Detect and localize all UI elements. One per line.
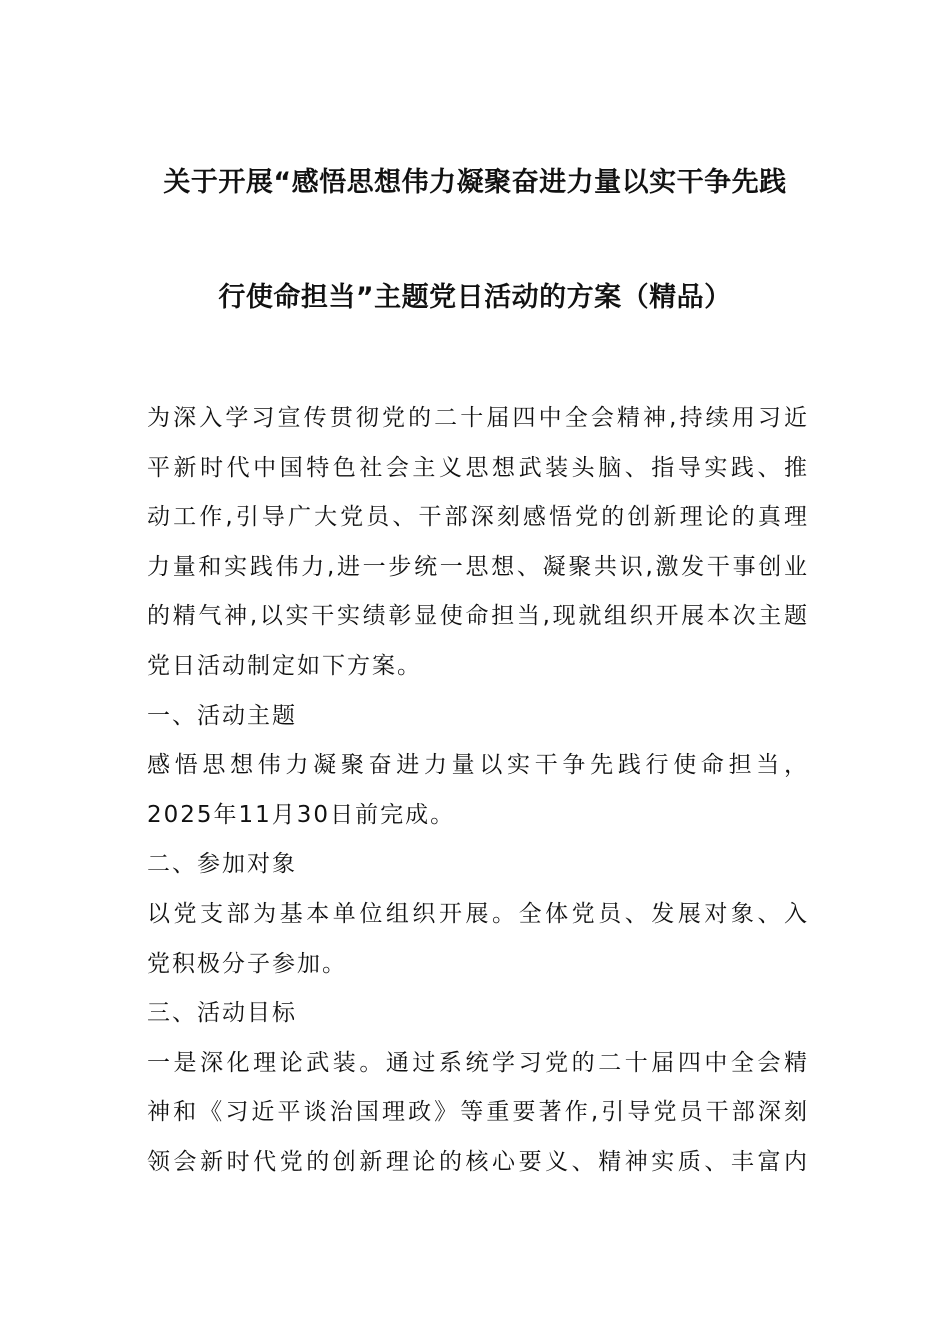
document-title-line-1: 关于开展“感悟思想伟力凝聚奋进力量以实干争先践 [163,167,787,198]
section-heading: 二、参加对象 [147,851,297,878]
section-line: 感悟思想伟力凝聚奋进力量以实干争先践行使命担当， [147,752,807,779]
intro-line: 为深入学习宣传贯彻党的二十届四中全会精神,持续用习近 [147,405,807,431]
section-line: 领会新时代党的创新理论的核心要义、精神实质、丰富内 [147,1148,807,1175]
section-line: 一是深化理论武装。通过系统学习党的二十届四中全会精 [147,1049,807,1076]
section-line: 党积极分子参加。 [147,950,347,977]
section-heading: 一、活动主题 [147,702,297,729]
section-line: 2025年11月30日前完成。 [147,801,456,828]
intro-line: 的精气神,以实干实绩彰显使命担当,现就组织开展本次主题 [147,603,807,630]
document-title-line-2: 行使命担当”主题党日活动的方案（精品） [218,282,732,313]
intro-line: 力量和实践伟力,进一步统一思想、凝聚共识,激发干事创业 [147,553,807,580]
intro-line: 平新时代中国特色社会主义思想武装头脑、指导实践、推 [147,454,807,481]
intro-line: 动工作,引导广大党员、干部深刻感悟党的创新理论的真理 [147,504,807,531]
document-body [147,398,807,1192]
intro-line: 党日活动制定如下方案。 [147,652,422,679]
section-line: 神和《习近平谈治国理政》等重要著作,引导党员干部深刻 [147,1099,807,1126]
section-line: 以党支部为基本单位组织开展。全体党员、发展对象、入 [147,900,807,927]
section-heading: 三、活动目标 [147,1000,297,1027]
